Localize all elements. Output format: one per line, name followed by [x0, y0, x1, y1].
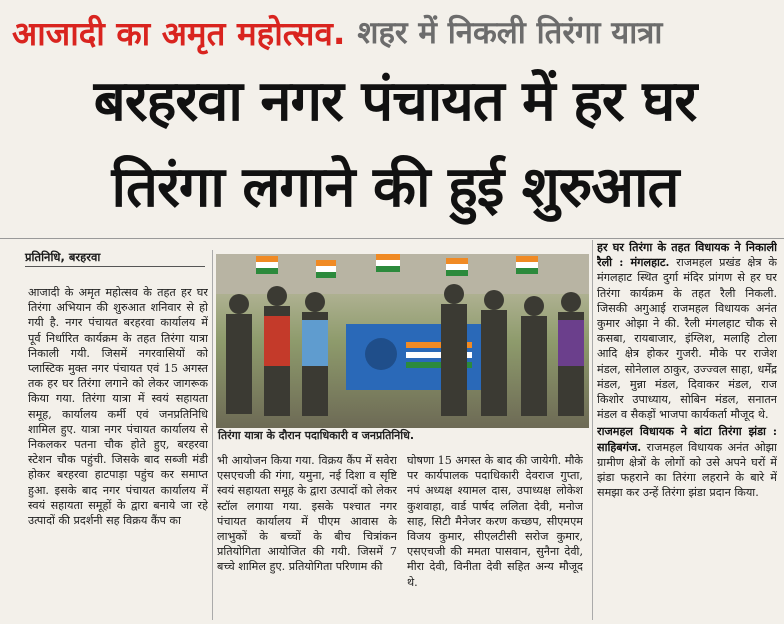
article-column-2: भी आयोजन किया गया. विक्रय कैंप में सवेरा एसएचजी की गंगा, यमुना, नई दिशा व सृष्टि स्वयं सहायता समूह के द्वारा उत्पादों को लेकर स्टॉल लगाया गया. इसके पश्चात नगर पंचायत कार्यालय में पीएम आवास के लाभुकों के बच्चों के बीच चित्रांकन प्रतियोगिता आयोजित की गयी. जिसमें 7 बच्चे शामिल हुए. प्रतियोगिता परिणाम की	[217, 454, 397, 574]
kicker-dot: .	[332, 12, 346, 52]
photo-illustration	[216, 254, 589, 428]
side-news-body-1: राजमहल प्रखंड क्षेत्र के मंगलहाट स्थित दुर्गा मंदिर प्रांगण से हर घर तिरंगा कार्यक्रम के तहत रैली निकली. जिसकी अगुआई राजमहल विधायक अनंत कुमार ओझा ने की. रैली मंगलहाट चौक से कसबा, रायबाजार, इंग्लिश, मलाहि टोला आदि क्षेत्र होकर गुजरी. मौके पर राजेश मंडल, सोनेलाल ठाकुर, उज्ज्वल साहा, धर्मेंद्र मंडल, मुन्ना मंडल, दिवाकर मंडल, राज किशोर उपाध्याय, सोबिन मंडल, सनातन मंडल व सैकड़ों भाजपा कार्यकर्ता मौजूद थे.	[597, 256, 777, 422]
side-news-subhead-1: हर घर तिरंगा के तहत विधायक ने निकाली रैली : मंगलहाट.	[597, 240, 777, 270]
peacock-emblem-icon	[365, 338, 397, 370]
event-photo	[216, 254, 589, 428]
kicker-red: आजादी का अमृत महोत्सव	[12, 13, 333, 53]
column-divider-3	[592, 240, 593, 620]
kicker-line	[12, 8, 777, 56]
column-divider-1	[212, 250, 213, 620]
headline-line-2: तिरंगा लगाने की हुई शुरुआत	[111, 155, 679, 220]
headline-line-1: बरहरवा नगर पंचायत में हर घर	[93, 69, 697, 134]
side-news-subhead-2: राजमहल विधायक ने बांटा तिरंगा झंडा : साहिबगंज.	[597, 424, 777, 454]
headline-divider	[0, 238, 784, 239]
byline: प्रतिनिधि, बरहरवा	[25, 250, 101, 264]
kicker-grey: शहर में निकली तिरंगा यात्रा	[357, 15, 663, 51]
side-news-column	[597, 240, 777, 620]
photo-caption: तिरंगा यात्रा के दौरान पदाधिकारी व जनप्रतिनिधि.	[218, 429, 415, 442]
article-column-3: घोषणा 15 अगस्त के बाद की जायेगी. मौके पर कार्यपालक पदाधिकारी देवराज गुप्ता, नपं अध्यक्ष श्यामल दास, उपाध्यक्ष लोकेश कुशवाहा, वार्ड पार्षद ललिता देवी, मनोज साह, सिटी मैनेजर करण कच्छप, सीएमएम विजय कुमार, सीएलटीसी सरोज कुमार, एसएचजी की ममता पासवान, सुनैना देवी, मीरा देवी, विनीता देवी सहित अन्य मौजूद थे.	[407, 454, 583, 589]
byline-underline	[25, 266, 205, 267]
side-news-body-2: राजमहल विधायक अनंत ओझा ग्रामीण क्षेत्रों के लोगों को उसे अपने घरों में झंडा फहराने का तिरंगा लहराने के बारे में समझा कर उन्हें तिरंगा झंडा प्रदान किया.	[597, 440, 777, 500]
article-column-1: आजादी के अमृत महोत्सव के तहत हर घर तिरंगा अभियान की शुरुआत शनिवार से हो गयी है. नगर पंचायत बरहरवा कार्यालय में पूर्व निर्धारित कार्यक्रम के तहत तिरंगा यात्रा निकाली गयी. जिसमें नगरवासियों को प्लास्टिक मुक्त नगर पंचायत एवं 15 अगस्त तक हर घर तिरंगा लगाने को लेकर जागरूक किया गया. तिरंगा यात्रा में स्वयं सहायता समूह, कार्यालय कर्मी एवं जनप्रतिनिधि शामिल हुए. यात्रा नगर पंचायत कार्यालय से निकलकर पतना चौक होते हुए, बरहरवा स्टेशन चौक पहुंची. जिसके बाद सब्जी मंडी होकर बरहरवा हाटपाड़ा पहुंच कर समाप्त हुआ. इसके बाद नगर पंचायत कार्यालय में स्वयं सहायता समूहों के द्वारा बनाये जा रहे उत्पादों की प्रदर्शनी सह विक्रय कैंप का	[28, 286, 208, 528]
